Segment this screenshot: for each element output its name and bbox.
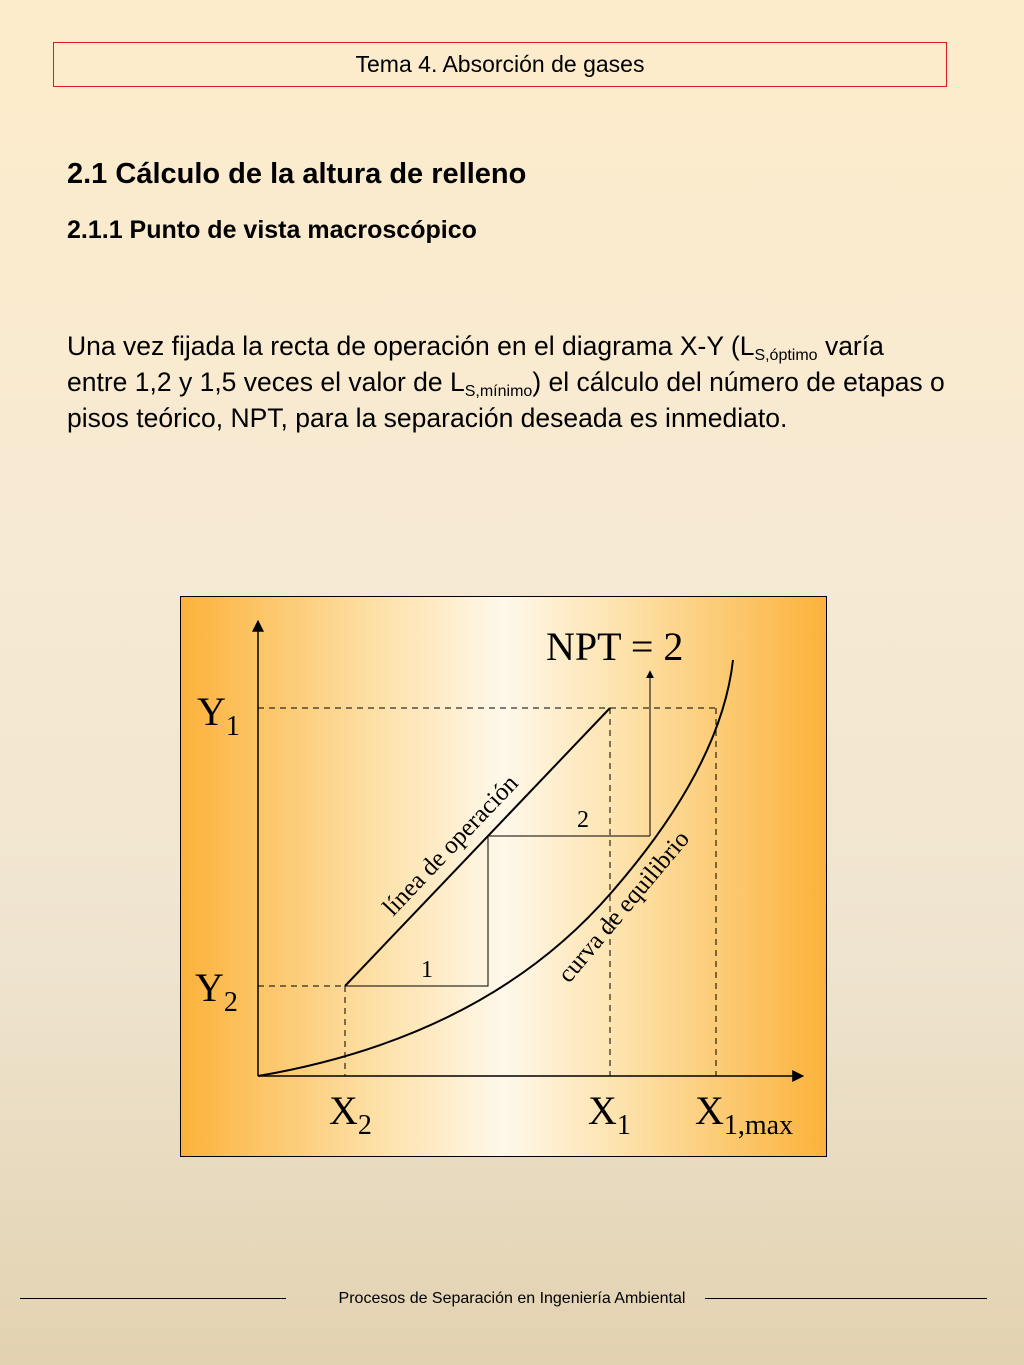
x1-label: $X_1$: [588, 1088, 631, 1141]
paragraph-text-1: Una vez fijada la recta de operación en el diagrama X-Y (L: [67, 331, 755, 361]
section-title: 2.1 Cálculo de la altura de relleno: [67, 158, 527, 190]
paragraph-subscript-optimo: S,óptimo: [754, 347, 818, 364]
slide-header-title: Tema 4. Absorción de gases: [355, 51, 645, 77]
paragraph-text-3: ) el cálculo del número de etapas o pisos teórico, NPT, para la separación deseada es inmediato.: [67, 367, 945, 433]
stage-2-label: 2: [577, 807, 589, 833]
body-paragraph: [67, 328, 947, 436]
xy-diagram-svg: [181, 597, 828, 1158]
section-subtitle: 2.1.1 Punto de vista macroscópico: [67, 216, 477, 244]
xy-diagram: [180, 596, 827, 1157]
x1max-label: $X_{1,max}$: [695, 1088, 794, 1141]
y2-label: $Y_2$: [195, 965, 238, 1018]
operating-line-label: línea de operación: [377, 769, 524, 922]
slide-header: [53, 42, 947, 87]
stage-1-label: 1: [421, 957, 433, 983]
operating-line: [345, 708, 610, 986]
npt-label: NPT = 2: [546, 624, 684, 669]
y1-label: $Y_1$: [197, 689, 240, 742]
x2-label: $X_2$: [329, 1088, 372, 1141]
footer-text: Procesos de Separación en Ingeniería Ambiental: [338, 1290, 686, 1307]
paragraph-text-2: varía entre 1,2 y 1,5 veces el valor de L: [67, 331, 884, 397]
equilibrium-curve-label: curva de equilibrio: [552, 825, 695, 988]
paragraph-subscript-minimo: S,mínimo: [464, 383, 533, 400]
